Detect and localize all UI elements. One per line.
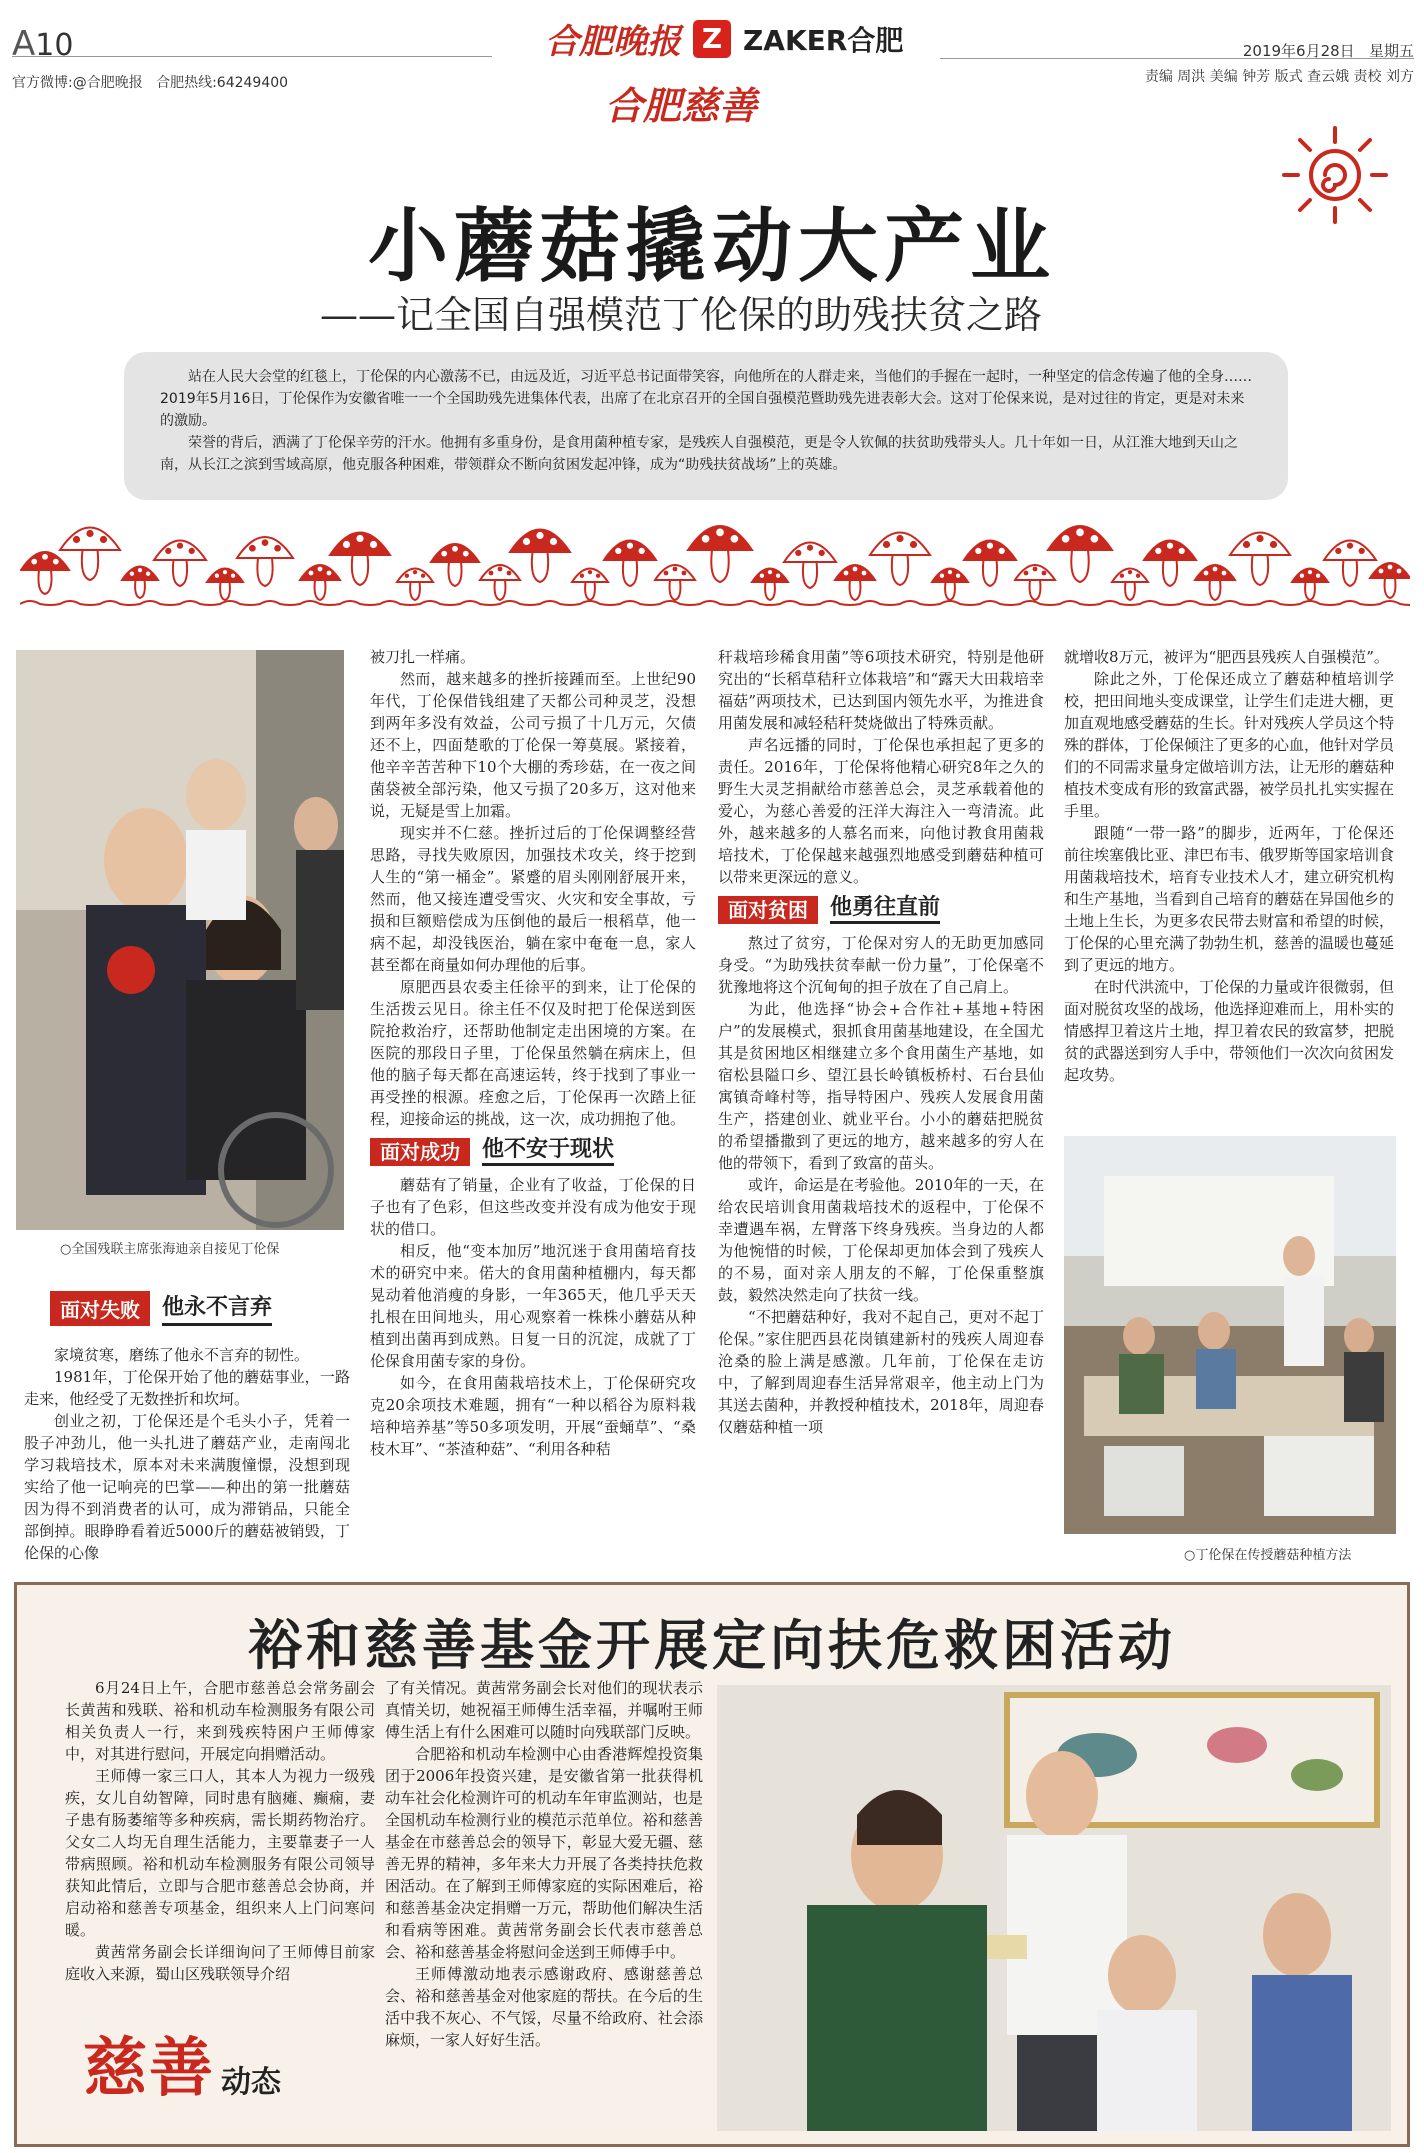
- news-column-2: [385, 1677, 703, 2051]
- feature-intro: [124, 352, 1288, 500]
- photo-award-meeting: [16, 650, 344, 1230]
- section-tag: 面对失败: [50, 1291, 150, 1326]
- paragraph: 声名远播的同时，丁伦保也承担起了更多的责任。2016年，丁伦保将他精心研究8年之久的野生大灵芝捐献给市慈善总会，灵芝承载着他的爱心，为慈心善爱的汪洋大海注入一弯清流。此外，越来越多的人慕名而来，向他讨教食用菌栽培技术，丁伦保越来越强烈地感受到蘑菇种植可以带来更深远的意义。: [718, 736, 1044, 886]
- paragraph: 或许，命运是在考验他。2010年的一天，在给农民培训食用菌栽培技术的返程中，丁伦保不幸遭遇车祸，左臂落下终身残疾。当身边的人都为他惋惜的时候，丁伦保却更加体会到了残疾人的不易，面对亲人朋友的不解，丁伦保重整旗鼓，毅然决然走向了扶贫一线。: [718, 1176, 1044, 1304]
- section-heading-poverty: [718, 896, 1044, 924]
- section-name: 合肥慈善: [605, 83, 758, 128]
- header-rule-right: [940, 58, 1414, 59]
- mushroom-icon: [1144, 541, 1196, 587]
- news-title: 裕和慈善基金开展定向扶危救困活动: [248, 1613, 1176, 1677]
- section-heading-failure: [50, 1282, 272, 1334]
- mushroom-icon: [688, 526, 752, 582]
- paragraph: 熬过了贫穷，丁伦保对穷人的无助更加感同身受。“为助残扶贫奉献一份力量”，丁伦保毫不犹豫地将这个沉甸甸的担子放在了自己肩上。: [718, 934, 1044, 996]
- paragraph: 就增收8万元，被评为“肥西县残疾人自强模范”。: [1064, 648, 1389, 666]
- section-title: 他永不言弃: [162, 1290, 272, 1326]
- mushroom-icon: [207, 569, 243, 601]
- photo-donation-visit: [717, 1685, 1391, 2131]
- mushroom-icon: [870, 533, 930, 586]
- mushroom-icon: [932, 569, 968, 601]
- mushroom-icon: [397, 569, 433, 601]
- paragraph: 相反，他“变本加厉”地沉迷于食用菌培育技术的研究中来。偌大的食用菌种植棚内，每天都晃动着他消瘦的身影，一年365天，他几乎天天扎根在田间地头，用心观察着一株株小蘑菇从种植到出菌再到成熟。日复一日的沉淀，成就了丁伦保食用菌专家的身份。: [370, 1242, 696, 1370]
- mushroom-icon: [237, 537, 293, 586]
- paragraph: 王师傅激动地表示感谢政府、感谢慈善总会、裕和慈善基金对他家庭的帮扶。在今后的生活中我不灰心、不气馁，尽量不给政府、社会添麻烦，一家人好好生活。: [385, 1965, 703, 2049]
- mushroom-icon: [835, 565, 875, 600]
- photo2-caption: ○丁伦保在传授蘑菇种植方法: [1184, 1548, 1352, 1563]
- intro-paragraph: 站在人民大会堂的红毯上，丁伦保的内心激荡不已，由远及近，习近平总书记面带笑容，向他所在的人群走来，当他们的手握在一起时，一种坚定的信念传遍了他的全身……2019年5月16日，丁伦保作为安徽省唯一一个全国助残先进集体代表，出席了在北京召开的全国自强模范暨助残先进表彰大会。这对丁伦保来说，是对过往的肯定，更是对未来的激励。: [160, 369, 1252, 429]
- paragraph: 6月24日上午，合肥市慈善总会常务副会长黄茜和残联、裕和机动车检测服务有限公司相关负责人一行，来到残疾特困户王师傅家中，对其进行慰问，开展定向捐赠活动。: [65, 1679, 375, 1763]
- paragraph: 1981年，丁伦保开始了他的蘑菇事业，一路走来，他经受了无数挫折和坎坷。: [24, 1368, 350, 1408]
- mushroom-icon: [1195, 565, 1235, 600]
- mushroom-border: [20, 500, 1410, 610]
- paragraph: 黄茜常务副会长详细询问了王师傅目前家庭收入来源，蜀山区残联领导介绍: [65, 1943, 375, 1983]
- paragraph: 蘑菇有了销量，企业有了收益，丁伦保的日子也有了色彩，但这些改变并没有成为他安于现状的借口。: [370, 1176, 696, 1238]
- paragraph: 然而，越来越多的挫折接踵而至。上世纪90年代，丁伦保借钱组建了天都公司种灵芝，没想到两年多没有效益，公司亏损了十几万元，欠债还不上，四面楚歌的丁伦保一筹莫展。紧接着，他辛辛苦苦种下10个大棚的秀珍菇，在一夜之间菌袋被全部污染，他又亏损了20多万，这对他来说，无疑是雪上加霜。: [370, 670, 696, 820]
- mushroom-icon: [154, 541, 206, 587]
- header-rule-left: [12, 56, 492, 57]
- paragraph: 在时代洪流中，丁伦保的力量或许很微弱，但面对脱贫攻坚的战场，他选择迎难而上，用朴实的情感捍卫着这片土地，捍卫着农民的致富梦，把脱贫的武器送到穷人手中，带领他们一次次向贫困发起攻势。: [1064, 978, 1395, 1084]
- paragraph: 跟随“一带一路”的脚步，近两年，丁伦保还前往埃塞俄比亚、津巴布韦、俄罗斯等国家培训食用菌栽培技术，培育专业技术人才，建立研究机构和生产基地，当看到自己培育的蘑菇在异国他乡的土地上生长，为更多农民带去财富和希望的时候，丁伦保的心里充满了勃勃生机，慈善的温暖也蔓延到了更远的地方。: [1064, 824, 1395, 974]
- photo-mushroom-training: [1064, 1136, 1396, 1534]
- partner-name: ZAKER合肥: [743, 23, 904, 57]
- news-column-1: [65, 1677, 375, 1985]
- paragraph: 创业之初，丁伦保还是个毛头小子，凭着一股子冲劲儿，他一头扎进了蘑菇产业，走南闯北学习栽培技术，原本对未来满腹憧憬，没想到现实给了他一记响亮的巴掌——种出的第一批蘑菇因为得不到消费者的认可，成为滞销品，只能全部倒掉。眼睁睁看着近5000斤的蘑菇被销毁，丁伦保的心像: [24, 1412, 350, 1562]
- mushroom-icon: [1112, 569, 1148, 601]
- mushroom-icon: [752, 569, 788, 601]
- paragraph: “不把蘑菇种好，我对不起自己，更对不起丁伦保。”家住肥西县花岗镇建新村的残疾人周迎春沧桑的脸上满是感激。几年前，丁伦保在走访中，了解到周迎春生活异常艰辛，他主动上门为其送去菌种，并教授种植技术，2018年，周迎春仅蘑菇种植一项: [718, 1308, 1044, 1436]
- issue-date: 2019年6月28日 星期五: [1242, 42, 1414, 60]
- column-logo-sub: 动态: [221, 2065, 281, 2100]
- mushroom-icon: [784, 543, 836, 589]
- paragraph: 了有关情况。黄茜常务副会长对他们的现状表示真情关切，她祝福王师傅生活幸福，并嘱咐王师傅生活上有什么困难可以随时向残联部门反映。: [385, 1679, 703, 1741]
- paragraph: 合肥裕和机动车检测中心由香港辉煌投资集团于2006年投资兴建，是安徽省第一批获得机动车社会化检测许可的机动车年审监测站，也是全国机动车检测行业的模范示范单位。裕和慈善基金在市慈善总会的领导下，彰显大爱无疆、慈善无界的精神，多年来大力开展了各类持扶危救困活动。在了解到王师傅家庭的实际困难后，裕和慈善基金决定捐赠一万元，帮助他们解决生活和看病等困难。黄茜常务副会长代表市慈善总会、裕和慈善基金将慰问金送到王师傅手中。: [385, 1745, 703, 1961]
- mushroom-icon: [21, 552, 69, 594]
- ground-line: [20, 601, 1410, 605]
- mushroom-icon: [1015, 565, 1055, 600]
- paragraph: 家境贫寒，磨练了他永不言弃的韧性。: [54, 1346, 310, 1364]
- mushroom-icon: [1292, 569, 1328, 601]
- mushroom-icon: [431, 544, 479, 586]
- paper-name: 合肥晚报: [545, 22, 681, 62]
- mushroom-icon: [480, 565, 520, 600]
- article-column-2: [370, 646, 696, 1460]
- section-title: 他不安于现状: [482, 1139, 614, 1166]
- section-title: 他勇往直前: [830, 897, 940, 924]
- mushroom-icon: [300, 565, 340, 600]
- paragraph: 除此之外，丁伦保还成立了蘑菇种植培训学校，把田间地头变成课堂，让学生们走进大棚，更加直观地感受蘑菇的生长。针对残疾人学员这个特殊的群体，丁伦保倾注了更多的心血，他针对学员们的不同需求量身定做培训方法，让无形的蘑菇种植技术变成有形的致富武器，被学员扎扎实实握在手里。: [1064, 670, 1395, 820]
- paragraph: 为此，他选择“协会+合作社+基地+特困户”的发展模式，狠抓食用菌基地建设，在全国尤其是贫困地区相继建立多个食用菌生产基地，如宿松县隘口乡、望江县长岭镇板桥村、石台县仙寓镇奇峰村等，指导特困户、残疾人发展食用菌生产，搭建创业、就业平台。小小的蘑菇把脱贫的希望播撒到了更远的地方，越来越多的穷人在他的带领下，看到了致富的苗头。: [718, 1000, 1044, 1172]
- mushroom-icon: [122, 567, 158, 599]
- photo1-caption: ○全国残联主席张海迪亲自接见丁伦保: [60, 1242, 280, 1257]
- feature-title: 小蘑菇撬动大产业: [368, 199, 1056, 293]
- paragraph: 如今，在食用菌栽培技术上，丁伦保研究攻克20余项技术难题，拥有“一种以稻谷为原料栽培种培养基”等50多项发明，开展“蚕蛹草”、“桑枝木耳”、“茶渣种菇”、“利用各种秸: [370, 1374, 696, 1458]
- header-contact: 官方微博:@合肥晚报 合肥热线:64249400: [12, 75, 289, 91]
- masthead: [545, 14, 903, 63]
- mushroom-icon: [510, 530, 570, 583]
- mushroom-icon: [604, 541, 656, 587]
- column-logo: [83, 2017, 281, 2109]
- paragraph: 原肥西县农委主任徐平的到来，让丁伦保的生活拨云见日。徐主任不仅及时把丁伦保送到医院抢救治疗，还帮助他制定走出困境的方案。在医院的那段日子里，丁伦保虽然躺在病床上，但他的脑子每天都在高速运转，终于找到了事业一再受挫的根源。痊愈之后，丁伦保再一次踏上征程，迎接命运的挑战，这一次，成功拥抱了他。: [370, 978, 696, 1128]
- section-tag: 面对贫困: [718, 896, 818, 924]
- article-column-1: [24, 1344, 350, 1564]
- paragraph: 现实并不仁慈。挫折过后的丁伦保调整经营思路，寻找失败原因，加强技术攻关，终于挖到人生的“第一桶金”。紧蹙的眉头刚刚舒展开来，然而，他又接连遭受雪灾、火灾和安全事故，亏损和巨额赔偿成为压倒他的最后一根稻草，他一病不起，却没钱医治，躺在家中奄奄一息，家人甚至都在商量如何办理他的后事。: [370, 824, 696, 974]
- feature-subtitle: ——记全国自强模范丁伦保的助残扶贫之路: [320, 293, 1043, 337]
- page-number: A10: [12, 24, 74, 64]
- mushroom-icon: [655, 565, 695, 600]
- mushroom-icon: [1324, 541, 1376, 587]
- paragraph: 王师傅一家三口人，其本人为视力一级残疾，女儿自幼智障，同时患有脑瘫、癫痫，妻子患有肠萎缩等多种疾病，需长期药物治疗。父女二人均无自理生活能力，主要靠妻子一人带病照顾。裕和机动车检测服务有限公司领导获知此情后，立即与合肥市慈善总会协商，并启动裕和慈善专项基金，组织来人上门问寒问暖。: [65, 1767, 375, 1939]
- mushroom-icon: [1230, 533, 1290, 586]
- column-logo-main: 慈善: [83, 2031, 215, 2106]
- mushroom-icon: [572, 569, 608, 601]
- mushroom-icon: [1370, 563, 1410, 598]
- section-heading-success: [370, 1138, 696, 1166]
- article-column-3: [718, 646, 1044, 1438]
- charity-news-box: [14, 1582, 1410, 2147]
- mushroom-icon: [1048, 526, 1112, 582]
- paragraph: 秆栽培珍稀食用菌”等6项技术研究，特别是他研究出的“长稻草秸秆立体栽培”和“露天大田栽培幸福菇”两项技术，已达到国内领先水平，为推进食用菌发展和减轻秸秆焚烧做出了特殊贡献。: [718, 648, 1044, 732]
- mushroom-icon: [964, 541, 1016, 587]
- article-column-4: [1064, 646, 1394, 1086]
- section-tag: 面对成功: [370, 1138, 470, 1166]
- intro-paragraph: 荣誉的背后，洒满了丁伦保辛劳的汗水。他拥有多重身份，是食用菌种植专家，是残疾人自强模范，更是令人钦佩的扶贫助残带头人。几十年如一日，从江淮大地到天山之南，从长江之滨到雪域高原，他克服各种困难，带领群众不断向贫困发起冲锋，成为“助残扶贫战场”上的英雄。: [160, 435, 1238, 473]
- paragraph: 被刀扎一样痛。: [370, 648, 476, 666]
- zaker-logo-icon: Z: [693, 20, 731, 58]
- editor-credits: 责编 周洪 美编 钟芳 版式 查云娥 责校 刘方: [1144, 69, 1414, 85]
- mushroom-icon: [60, 528, 120, 581]
